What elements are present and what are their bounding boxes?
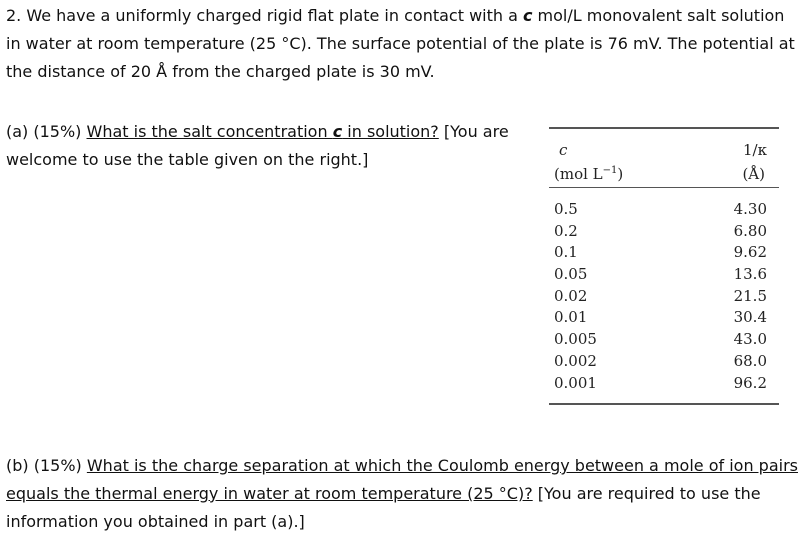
col-c-unit-post: ): [617, 165, 624, 183]
table-body: [549, 199, 779, 394]
cell-c: 0.2: [554, 221, 578, 240]
intro-c-symbol: c: [522, 6, 533, 25]
cell-debye: 6.80: [733, 221, 767, 240]
col-c-unit: [554, 165, 623, 183]
cell-c: 0.1: [554, 243, 578, 262]
table-row: [549, 264, 779, 286]
col-debye-unit: (Å): [742, 165, 765, 183]
table-row: [549, 329, 779, 351]
table-top-rule: [549, 127, 779, 129]
cell-debye: 68.0: [733, 351, 767, 370]
table-row: [549, 199, 779, 221]
table-row: [549, 286, 779, 308]
cell-c: 0.002: [554, 351, 597, 370]
cell-c: 0.02: [554, 286, 588, 305]
cell-debye: 9.62: [733, 243, 767, 262]
cell-c: 0.001: [554, 373, 597, 392]
part-a-c-symbol: c: [332, 122, 343, 141]
cell-c: 0.05: [554, 265, 588, 284]
cell-debye: 4.30: [733, 200, 767, 218]
cell-debye: 13.6: [733, 265, 767, 284]
cell-c: 0.5: [554, 200, 578, 218]
part-a-suffix: [You are welcome to use the table given on the right.]: [6, 122, 509, 169]
intro-text-1: 2. We have a uniformly charged rigid flat plate in contact with a: [6, 6, 523, 25]
part-b: [6, 452, 801, 536]
intro-text-2: mol/L monovalent salt solution in water at room temperature (25 °C). The surface potential of the plate is 76 mV. The potential at the distance of 20 Å from the charged plate is 30 mV.: [6, 6, 795, 81]
cell-c: 0.01: [554, 308, 588, 327]
cell-c: 0.005: [554, 330, 597, 349]
part-a: [6, 118, 536, 174]
table-row: [549, 351, 779, 373]
part-b-suffix: [You are required to use the information you obtained in part (a).]: [6, 484, 761, 531]
part-a-question: [87, 122, 439, 141]
cell-debye: 30.4: [733, 308, 767, 327]
table-row: [549, 307, 779, 329]
part-a-prefix: (a) (15%): [6, 122, 87, 141]
col-debye-symbol: 1/κ: [743, 141, 767, 159]
col-c-symbol: c: [559, 141, 568, 159]
table-row: [549, 242, 779, 264]
col-c-unit-sup: −1: [602, 165, 618, 176]
col-c-unit-pre: (mol L: [554, 165, 603, 183]
problem-intro: [6, 2, 796, 86]
cell-debye: 21.5: [733, 286, 767, 305]
cell-debye: 96.2: [733, 373, 767, 392]
table-bottom-rule: [549, 403, 779, 405]
part-a-q2: in solution?: [342, 122, 439, 141]
part-a-q1: What is the salt concentration: [86, 122, 333, 141]
table-header-rule: [549, 187, 779, 188]
cell-debye: 43.0: [733, 330, 767, 349]
table-row: [549, 221, 779, 243]
part-b-prefix: (b) (15%): [6, 456, 87, 475]
part-b-question: What is the charge separation at which the Coulomb energy between a mole of ion pairs equals the thermal energy in water at room temperature (25 °C)?: [6, 456, 798, 503]
table-row: [549, 373, 779, 395]
